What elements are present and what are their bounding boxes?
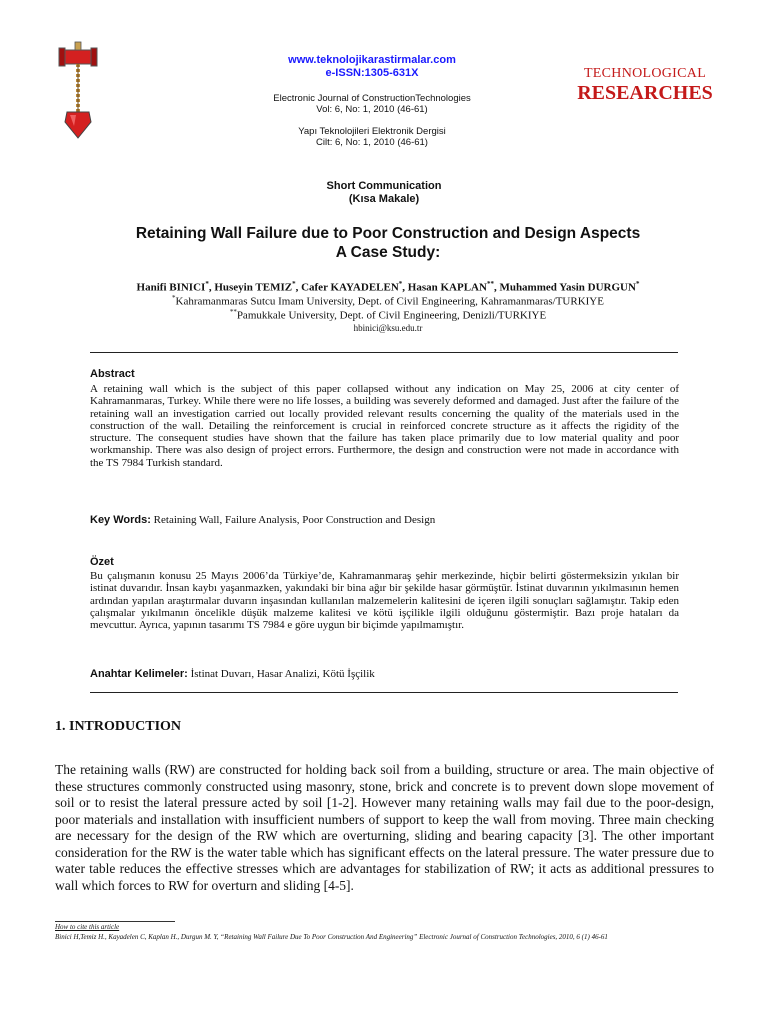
brand-line-2: RESEARCHES — [577, 82, 713, 104]
author-mark: * — [635, 280, 640, 288]
author-name: Cafer KAYADELEN — [301, 281, 399, 294]
footnote-divider — [55, 921, 175, 922]
ozet-text: Bu çalışmanın konusu 25 Mayıs 2006’da Türkiye’de, Kahramanmaraş şehir merkezinde, hiçbir belirti göstermeksizin yıkılan bir istinat duvarıdır. İnsan kaybı yaşanmazken, yakındaki bir bina ağır bir şekilde hasar görmüştür. İstinat duvarının yıkılmasının hemen ardından yapılan araştırmalar duvarın inşasından kullanılan malzemelerin kalitesini de içeren ilgili sonuçları sağlamıştır. Takip eden çalışmalar yıkılmanın öncelikle düşük malzeme kalitesi ve kötü işçilikle ilgili olduğunu göstermiştir. Bazı proje hataları da mevcuttur. Ayrıca, yapının tasarımı TS 7984 e göre uygun bir biçimde yapılmamıştır. — [90, 570, 679, 632]
affiliation-text: Kahramanmaras Sutcu Imam University, Dept. of Civil Engineering, Kahramanmaras/TURKIYE — [175, 295, 604, 308]
journal-volume-tr: Cilt: 6, No: 1, 2010 (46-61) — [316, 137, 428, 148]
journal-name-en: Electronic Journal of ConstructionTechnologies — [273, 93, 471, 104]
author-mark: * — [398, 280, 403, 288]
article-type-en: Short Communication — [326, 180, 442, 192]
citation-text: Binici H,Temiz H., Kayadelen C, Kaplan H., Durgun M. Y, “Retaining Wall Failure Due To Poor Construction And Engineering” Electronic Journal of Construction Technologies, 2010, 6 (1) 46-61 — [55, 933, 608, 941]
introduction-text: The retaining walls (RW) are constructed for holding back soil from a building, structure or area. The main objective of these structures commonly constructed using masonry, stone, brick and concrete is to prevent down slope movement of soil or to resist the lateral pressure acted by soil [1-2]. However many retaining walls may fail due to the poor-design, poor materials and installation with insufficient numbers of support to keep the wall from moving. Three main checking are necessary for the design of the RW which are overturning, sliding and bearing capacity [3]. The other important consideration for the RW is the water table which has significant effects on the lateral pressure. The water pressure due to water table reduces the effective stresses which are advantages for stabilization of RW; it acts as additional pressures to wall which forces to RW for overturn and sliding [4-5]. — [55, 762, 714, 893]
affiliation-mark: ** — [229, 308, 237, 316]
keywords-label: Key Words: — [90, 514, 151, 526]
author-name: Hanifi BINICI — [136, 281, 206, 294]
ozet-heading: Özet — [90, 556, 114, 568]
abstract-heading: Abstract — [90, 368, 135, 380]
affiliation-text: Pamukkale University, Dept. of Civil Engineering, Denizli/TURKIYE — [236, 309, 547, 322]
citation-heading[interactable]: How to cite this article — [55, 923, 120, 931]
author-separator: , — [295, 281, 302, 294]
affiliation-2 — [0, 308, 768, 322]
article-type-tr: (Kısa Makale) — [348, 193, 420, 205]
article-title-line-2: A Case Study: — [335, 244, 441, 261]
divider — [90, 352, 678, 353]
author-name: Muhammed Yasin DURGUN — [499, 281, 636, 294]
author-mark: * — [292, 280, 296, 288]
abstract-text: A retaining wall which is the subject of this paper collapsed without any indication on May 25, 2006 at city center of Kahramanmaras, Turkey. While there were no life losses, a building was severely deformed and damaged. Just after the failure of the retaining wall an investigation carried out locally provided relevant results concerning the quality of the materials used in the construction of the wall. Detailing the reinforcement is crucial in reinforced concrete structure as it affects the rigidity of the structure. The consequent studies have shown that the failure has taken place primarily due to low material quality and poor workmanship. There was also design of project errors. Furthermore, the design and construction were not made in accordance with the TS 7984 Turkish standard. — [90, 383, 679, 469]
author-separator: , — [208, 281, 215, 294]
article-title-line-1: Retaining Wall Failure due to Poor Construction and Design Aspects — [135, 225, 641, 242]
brand-line-1: TECHNOLOGICAL — [583, 66, 707, 81]
introduction-heading: 1. INTRODUCTION — [55, 719, 182, 734]
ozet-keywords — [90, 668, 679, 680]
affiliation-mark: * — [172, 294, 176, 302]
author-separator: , — [493, 281, 500, 294]
journal-volume-en: Vol: 6, No: 1, 2010 (46-61) — [316, 104, 428, 115]
author-mark: ** — [486, 280, 494, 288]
author-separator: , — [402, 281, 408, 294]
journal-url[interactable]: www.teknolojikarastirmalar.com — [288, 54, 456, 66]
author-name: Hasan KAPLAN — [407, 281, 487, 294]
journal-name-tr: Yapı Teknolojileri Elektronik Dergisi — [298, 126, 446, 137]
author-name: Huseyin TEMIZ — [214, 281, 293, 294]
keywords-label: Anahtar Kelimeler: — [90, 668, 188, 680]
keywords-text: İstinat Duvarı, Hasar Analizi, Kötü İşçilik — [190, 668, 375, 680]
affiliation-1 — [0, 294, 768, 308]
journal-issn: e-ISSN:1305-631X — [325, 67, 419, 79]
divider — [90, 692, 678, 693]
abstract-keywords — [90, 514, 679, 526]
author-mark: * — [205, 280, 209, 288]
corresponding-email[interactable]: hbinici@ksu.edu.tr — [353, 323, 423, 333]
keywords-text: Retaining Wall, Failure Analysis, Poor Construction and Design — [153, 514, 436, 526]
author-list — [0, 280, 768, 294]
